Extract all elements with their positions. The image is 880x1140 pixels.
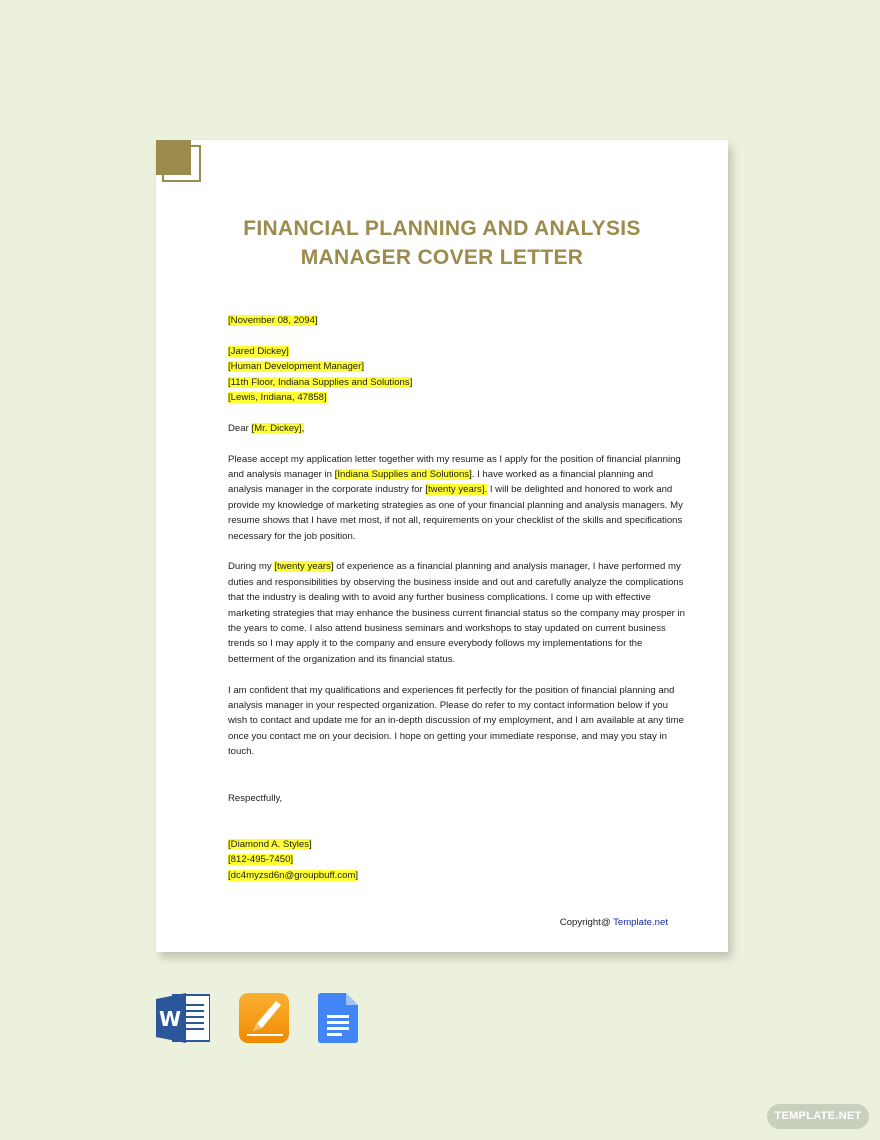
paragraph-3: I am confident that my qualifications and experiences fit perfectly for the position of financial planning and analysis manager in your respected organization. Please do refer to my contact information below if you wish to contact and update me for an in-depth discussion of my employment, and I am available at any time once you contact me on your decision. I hope on getting your immediate response, and may you stay in touch. — [228, 684, 684, 758]
google-docs-icon[interactable] — [318, 993, 358, 1048]
salutation: Dear [Mr. Dickey], — [228, 422, 305, 434]
years-highlight: [twenty years]. — [425, 484, 488, 496]
copyright-link[interactable]: Template.net — [613, 917, 668, 928]
document-page — [156, 140, 728, 952]
paragraph-1: Please accept my application letter together with my resume as I apply for the position of financial planning and analysis manager in [Indiana Supplies and Solutions]. I have worked as a financial planning and analysis manager in the corporate industry for [twenty years]. I will be delighted and honored to work and provide my knowledge of marketing strategies as one of your financial planning and analysis managers. My resume shows that I have met most, if not all, requirements on your checklist of the skills and specifications necessary for the job position. — [228, 453, 683, 542]
sender-name: [Diamond A. Styles] — [228, 838, 312, 850]
recipient-name: [Jared Dickey] — [228, 345, 289, 357]
closing: Respectfully, — [228, 792, 283, 804]
svg-text:W: W — [158, 1007, 182, 1031]
years-highlight: [twenty years] — [274, 561, 334, 573]
recipient-address: [11th Floor, Indiana Supplies and Solutions] — [228, 376, 413, 388]
letter-body — [228, 313, 688, 883]
company-highlight: [Indiana Supplies and Solutions] — [334, 469, 472, 481]
sender-phone: [812-495-7450] — [228, 854, 294, 866]
decorative-square-outline — [162, 145, 201, 182]
title-line-1: FINANCIAL PLANNING AND ANALYSIS — [243, 217, 641, 240]
recipient-position: [Human Development Manager] — [228, 361, 364, 373]
word-icon[interactable] — [156, 993, 210, 1048]
copyright: Copyright@ Template.net — [559, 917, 668, 928]
template-net-watermark: TEMPLATE.NET — [767, 1104, 869, 1129]
recipient-city: [Lewis, Indiana, 47858] — [228, 392, 327, 404]
letter-date: [November 08, 2094] — [228, 315, 318, 326]
sender-email: [dc4myzsd6n@groupbuff.com] — [228, 869, 359, 881]
paragraph-2: During my [twenty years] of experience as a financial planning and analysis manager, I have performed my duties and responsibilities by observing the business inside and out and carefully analyze the complications that the industry is dealing with to avoid any further business complications. I come up with effective marketing strategies that may enhance the business current financial status so the company may prosper in the years to come. I also attend business seminars and workshops to stay updated on current business trends so I may apply it to the company and ensure everybody follows my implementations for the betterment of the organization and its financial status. — [228, 561, 686, 665]
pages-icon[interactable] — [239, 993, 289, 1048]
title-line-2: MANAGER COVER LETTER — [300, 246, 584, 269]
salutation-name: [Mr. Dickey], — [251, 422, 305, 434]
document-title — [156, 214, 728, 272]
